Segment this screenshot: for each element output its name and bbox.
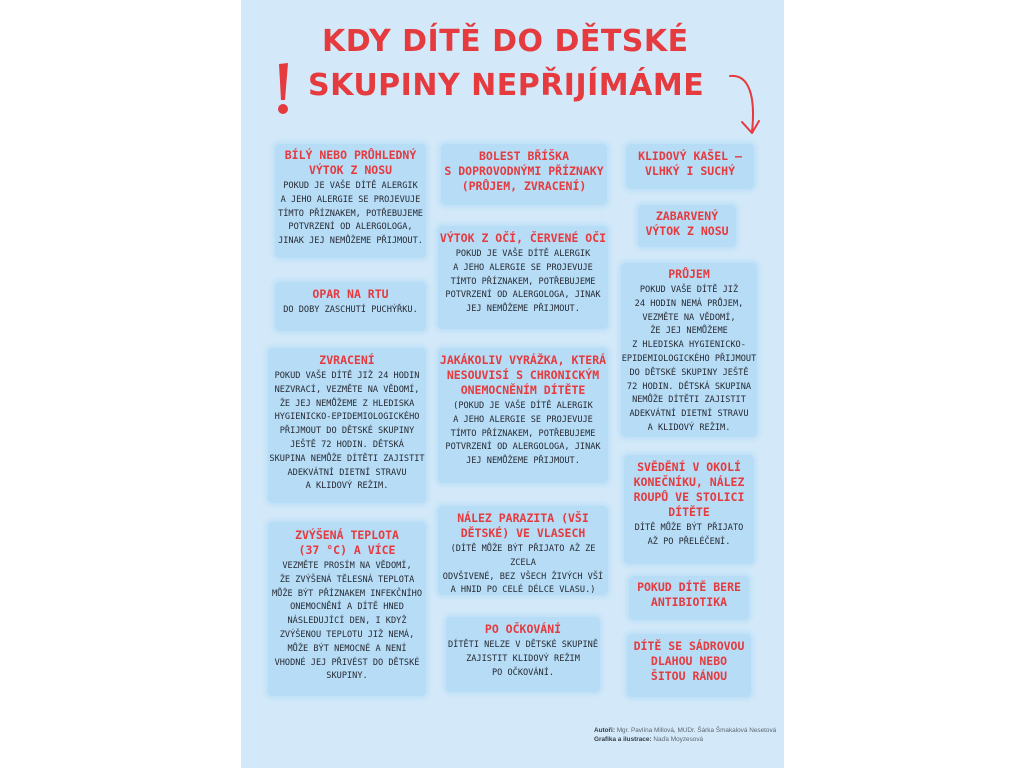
credits bbox=[594, 726, 776, 744]
card-text: VEZMĚTE PROSÍM NA VĚDOMÍ, ŽE ZVÝŠENÁ TĚLESNÁ TEPLOTA MŮŽE BÝT PŘÍZNAKEM INFEKČNÍHO ONEMOCNĚNÍ A DÍTĚ HNED NÁSLEDUJÍCÍ DEN, I KDYŽ ZVÝŠENOU TEPLOTU JIŽ NEMÁ, MŮŽE BÝT NEMOCNÉ A NENÍ VHODNÉ JEJ PŘIVÉST DO DĚTSKÉ SKUPINY. bbox=[271, 561, 423, 682]
card-vyrazka bbox=[438, 348, 608, 483]
card-title: PRŮJEM bbox=[668, 267, 710, 281]
card-title: OPAR NA RTU bbox=[312, 287, 389, 301]
card-text: DÍTĚTI NELZE V DĚTSKÉ SKUPINĚ ZAJISTIT KLIDOVÝ REŽIM PO OČKOVÁNÍ. bbox=[447, 640, 599, 678]
card-sadrova bbox=[627, 634, 751, 697]
card-vytok-z-oci bbox=[438, 226, 608, 329]
page-title-line1: KDY DÍTĚ DO DĚTSKÉ bbox=[322, 24, 689, 59]
credits-graphics: Naďa Moyzesová bbox=[653, 736, 704, 743]
card-title: NÁLEZ PARAZITA (VŠI DĚTSKÉ) VE VLASECH bbox=[457, 511, 589, 540]
card-ockovani bbox=[446, 617, 600, 692]
card-title: KLIDOVÝ KAŠEL – VLHKÝ I SUCHÝ bbox=[638, 149, 742, 178]
credits-authors-label: Autoři: bbox=[594, 727, 615, 734]
card-text: POKUD JE VAŠE DÍTĚ ALERGIK A JEHO ALERGIE SE PROJEVUJE TÍMTO PŘÍZNAKEM, POTŘEBUJEME POTVRZENÍ OD ALERGOLOGA, JINAK JEJ NEMŮŽEME PŘIJMOUT. bbox=[445, 249, 601, 315]
page-title-line2: SKUPINY NEPŘIJÍMÁME bbox=[308, 68, 705, 103]
card-text: POKUD JE VAŠE DÍTĚ ALERGIK A JEHO ALERGIE SE PROJEVUJE TÍMTO PŘÍZNAKEM, POTŘEBUJEME POTVRZENÍ OD ALERGOLOGA, JINAK JEJ NEMŮŽEME PŘIJMOUT. bbox=[278, 181, 423, 247]
card-bily-vytok bbox=[275, 144, 426, 258]
card-zvraceni bbox=[268, 348, 426, 503]
credits-graphics-label: Grafika a ilustrace: bbox=[594, 736, 652, 743]
card-title: PO OČKOVÁNÍ bbox=[484, 622, 562, 636]
card-text: DÍTĚ MŮŽE BÝT PŘIJATO AŽ PO PŘELÉČENÍ. bbox=[634, 523, 744, 547]
card-opar bbox=[275, 282, 426, 331]
card-text: (POKUD JE VAŠE DÍTĚ ALERGIK A JEHO ALERGIE SE PROJEVUJE TÍMTO PŘÍZNAKEM, POTŘEBUJEME POTVRZENÍ OD ALERGOLOGA, JINAK JEJ NEMŮŽEME PŘIJMOUT. bbox=[445, 401, 601, 467]
card-title: DÍTĚ SE SÁDROVOU DLAHOU NEBO ŠITOU RÁNOU bbox=[633, 639, 745, 683]
poster bbox=[241, 0, 784, 768]
card-text: POKUD VAŠE DÍTĚ JIŽ 24 HODIN NEMÁ PRŮJEM, VEZMĚTE NA VĚDOMÍ, ŽE JEJ NEMŮŽEME Z HLEDISKA HYGIENICKO- EPIDEMIOLOGICKÉHO PŘIJMOUT DO DĚTSKÉ SKUPINY JEŠTĚ 72 HODIN. DĚTSKÁ SKUPINA NEMŮŽE DÍTĚTI ZAJISTIT ADEKVÁTNÍ DIETNÍ STRAVU A KLIDOVÝ REŽIM. bbox=[621, 285, 757, 433]
card-title: ZVRACENÍ bbox=[319, 353, 375, 367]
exclamation-icon bbox=[276, 62, 290, 116]
card-title: BÍLÝ NEBO PRŮHLEDNÝ VÝTOK Z NOSU bbox=[284, 148, 417, 177]
card-title: SVĚDĚNÍ V OKOLÍ KONEČNÍKU, NÁLEZ ROUPŮ VE STOLICI DÍTĚTE bbox=[633, 460, 745, 519]
curved-arrow-icon bbox=[728, 70, 768, 140]
card-antibiotika bbox=[629, 576, 749, 620]
card-title: BOLEST BŘÍŠKA S DOPROVODNÝMI PŘÍZNAKY (PRŮJEM, ZVRACENÍ) bbox=[444, 149, 604, 193]
card-text: (DÍTĚ MŮŽE BÝT PŘIJATO AŽ ZE ZCELA ODVŠIVENÉ, BEZ VŠECH ŽIVÝCH VŠÍ A HNID PO CELÉ DÉLCE VLASU.) bbox=[442, 544, 604, 596]
card-svedeni bbox=[624, 455, 754, 564]
card-title: VÝTOK Z OČÍ, ČERVENÉ OČI bbox=[439, 231, 607, 245]
card-title: POKUD DÍTĚ BERE ANTIBIOTIKA bbox=[637, 580, 741, 609]
card-kasel bbox=[626, 144, 754, 189]
card-zabarveny bbox=[638, 205, 736, 247]
card-text: DO DOBY ZASCHUTÍ PUCHÝŘKU. bbox=[283, 305, 418, 315]
credits-authors: Mgr. Pavlína Millová, MUDr. Šárka Šmakalová Nesetová bbox=[616, 727, 777, 734]
card-title: JAKÁKOLIV VYRÁŽKA, KTERÁ NESOUVISÍ S CHRONICKÝM ONEMOCNĚNÍM DÍTĚTE bbox=[439, 353, 607, 397]
card-text: POKUD VAŠE DÍTĚ JIŽ 24 HODIN NEZVRACÍ, VEZMĚTE NA VĚDOMÍ, ŽE JEJ NEMŮŽEME Z HLEDISKA HYGIENICKO-EPIDEMIOLOGICKÉHO PŘIJMOUT DO DĚTSKÉ SKUPINY JEŠTĚ 72 HODIN. DĚTSKÁ SKUPINA NEMŮŽE DÍTĚTI ZAJISTIT ADEKVÁTNÍ DIETNÍ STRAVU A KLIDOVÝ REŽIM. bbox=[269, 371, 425, 492]
card-teplota bbox=[268, 522, 426, 696]
card-bolest-bricha bbox=[441, 144, 607, 205]
card-parazit bbox=[438, 506, 608, 595]
card-title: ZVÝŠENÁ TEPLOTA (37 °C) A VÍCE bbox=[295, 528, 399, 557]
card-title: ZABARVENÝ VÝTOK Z NOSU bbox=[645, 209, 729, 238]
card-prujem bbox=[621, 263, 757, 437]
